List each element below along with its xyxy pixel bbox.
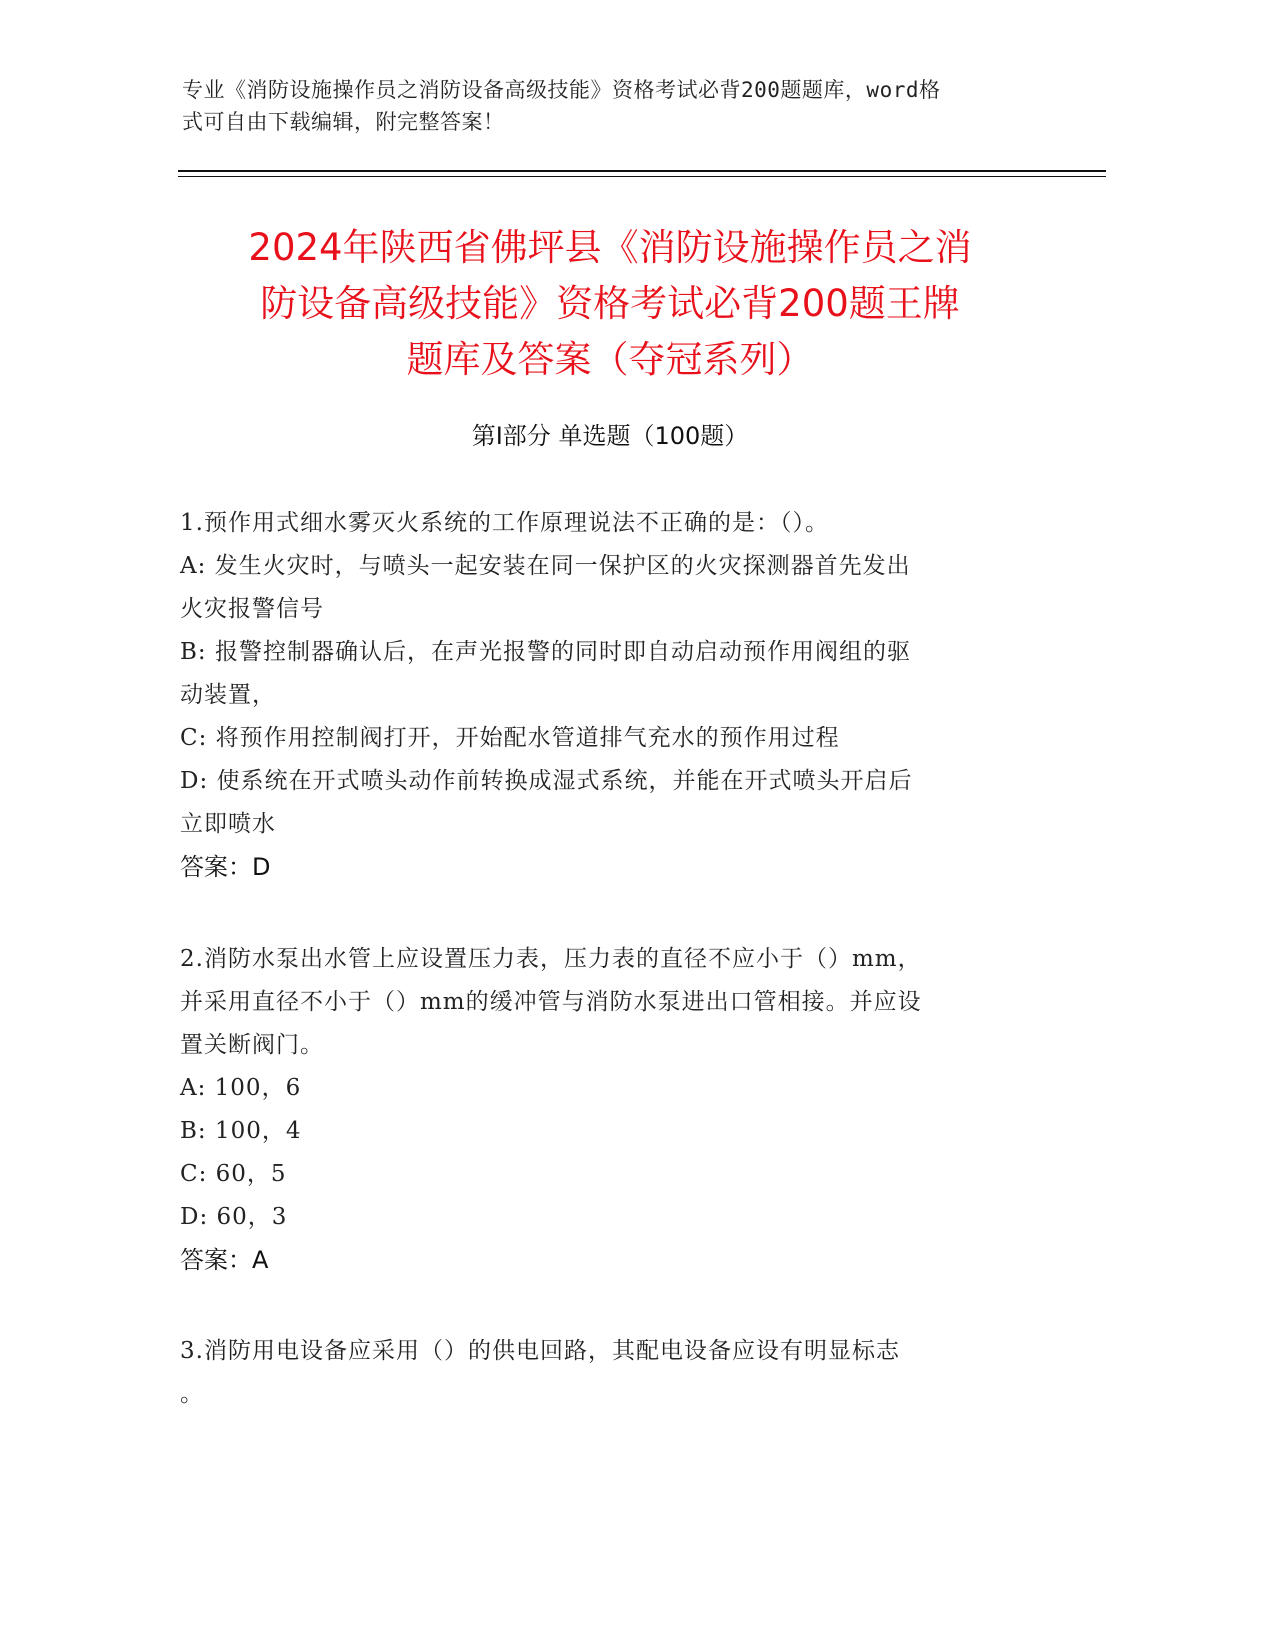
section-heading: 第Ⅰ部分 单选题（100题） bbox=[471, 422, 749, 450]
option-d: D: 60，3 bbox=[180, 1204, 288, 1230]
answer-label: 答案：D bbox=[180, 853, 271, 881]
document-title bbox=[180, 220, 1040, 388]
question-1 bbox=[180, 502, 1040, 889]
question-2 bbox=[180, 938, 1040, 1282]
option-d: D: 使系统在开式喷头动作前转换成湿式系统，并能在开式喷头开启后 bbox=[180, 768, 913, 794]
header-divider-thin bbox=[178, 176, 1106, 177]
option-a: A: 发生火灾时，与喷头一起安装在同一保护区的火灾探测器首先发出 bbox=[180, 553, 911, 579]
option-c: C: 60，5 bbox=[180, 1161, 287, 1187]
question-stem: 3.消防用电设备应采用（）的供电回路，其配电设备应设有明显标志 bbox=[180, 1338, 900, 1364]
header-note bbox=[182, 74, 1042, 138]
option-b: B: 报警控制器确认后，在声光报警的同时即自动启动预作用阀组的驱 bbox=[180, 639, 911, 665]
option-a-continued: 火灾报警信号 bbox=[180, 596, 324, 622]
option-c: C: 将预作用控制阀打开，开始配水管道排气充水的预作用过程 bbox=[180, 725, 840, 751]
question-stem-continued: 置关断阀门。 bbox=[180, 1032, 324, 1058]
option-b: B: 100，4 bbox=[180, 1118, 302, 1144]
document-title-line: 题库及答案（夺冠系列） bbox=[406, 338, 814, 381]
header-note-line: 式可自由下载编辑，附完整答案！ bbox=[182, 110, 505, 134]
answer-label: 答案：A bbox=[180, 1246, 269, 1274]
option-d-continued: 立即喷水 bbox=[180, 811, 276, 837]
question-stem: 2.消防水泵出水管上应设置压力表，压力表的直径不应小于（）mm， bbox=[180, 946, 922, 972]
question-stem-continued: 。 bbox=[180, 1381, 204, 1407]
option-a: A: 100，6 bbox=[180, 1075, 302, 1101]
header-divider-thick bbox=[178, 170, 1106, 172]
header-note-line: 专业《消防设施操作员之消防设备高级技能》资格考试必背200题题库，word格 bbox=[182, 78, 941, 102]
option-b-continued: 动装置， bbox=[180, 682, 276, 708]
question-3 bbox=[180, 1330, 1040, 1416]
question-stem-continued: 并采用直径不小于（）mm的缓冲管与消防水泵进出口管相接。并应设 bbox=[180, 989, 922, 1015]
document-title-line: 2024年陕西省佛坪县《消防设施操作员之消 bbox=[248, 226, 972, 269]
document-title-line: 防设备高级技能》资格考试必背200题王牌 bbox=[260, 282, 960, 325]
question-stem: 1.预作用式细水雾灭火系统的工作原理说法不正确的是：（）。 bbox=[180, 510, 829, 536]
